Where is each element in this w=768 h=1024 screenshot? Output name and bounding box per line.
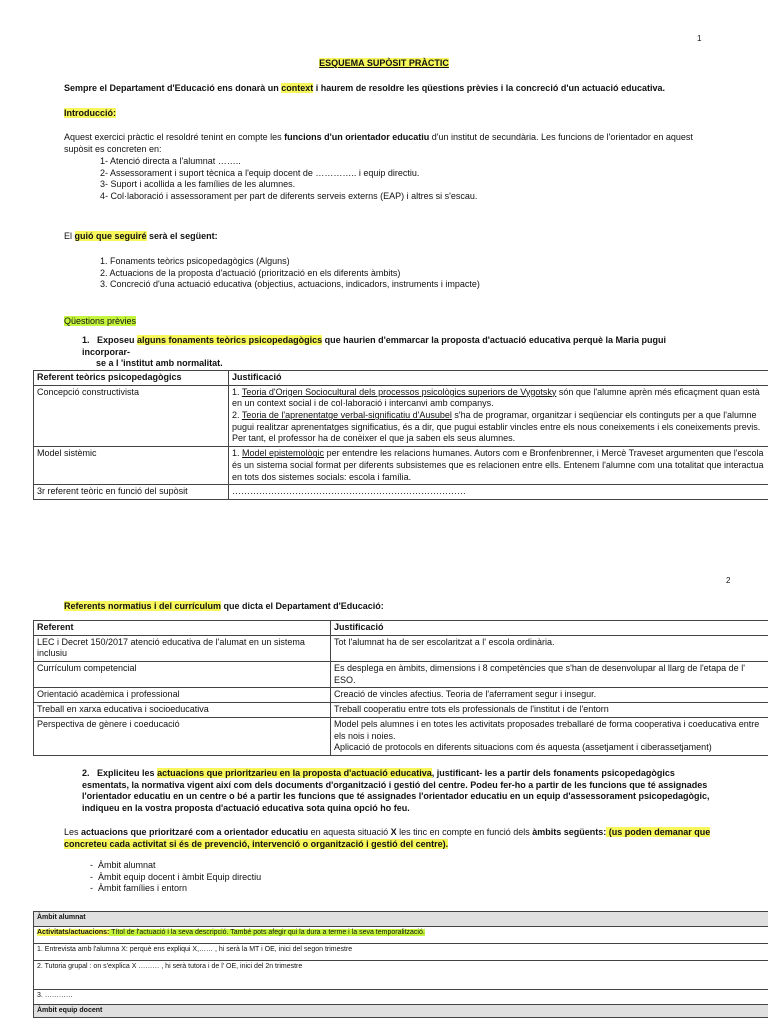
ausubel-link: Teoria de l'aprenentatge verbal-significatiu d'Ausubel — [241, 410, 452, 421]
section-introduction — [64, 108, 714, 120]
ambit-item: - Àmbit equip docent i àmbit Equip directiu — [98, 872, 698, 884]
guio-item: 3. Concreció d'una actuació educativa (objectius, actuacions, indicadors, instruments i impacte) — [100, 279, 480, 290]
normative-header-justification: Justificació — [331, 621, 768, 636]
normative-justification: Tot l'alumnat ha de ser escolaritzat a l' escola ordinària. — [331, 635, 768, 661]
r1-l1-b: són que l'alumne aprèn més eficaçment quan està en un context social i de col·laboració i intercanvi amb companys. — [232, 386, 760, 409]
normative-heading — [64, 601, 714, 613]
intro-b: i haurem de resoldre les qüestions prèvies i la concreció d'un actuació educativa. — [313, 83, 665, 93]
section-introduction-label: Introducció: — [64, 108, 116, 118]
questions-heading — [64, 316, 714, 328]
table-row — [34, 717, 768, 755]
ambit-item: - Àmbit alumnat — [98, 860, 698, 872]
vygotsky-link: Teoria d'Origen Sociocultural dels processos psicològics superiors de Vygotsky — [241, 386, 557, 397]
guio-highlight: guió que seguiré — [74, 231, 147, 241]
theory-referent: 3r referent teòric en funció del supòsit — [34, 485, 229, 500]
table-row — [34, 703, 768, 718]
table-row: 3. ………… — [34, 990, 768, 1005]
normative-header-referent: Referent — [34, 621, 331, 636]
q2-number: 2. — [82, 768, 90, 778]
normative-b: que dicta el Departament d'Educació: — [221, 601, 384, 611]
r1-l2-a: 2. — [232, 410, 242, 421]
table-row — [34, 662, 768, 688]
theory-table-header-referent: Referent teòrics psicopedagògics — [34, 371, 229, 386]
questions-title: Qüestions prèvies — [64, 316, 137, 326]
theory-justification — [229, 385, 768, 446]
functions-list — [82, 156, 720, 203]
q1-highlight: alguns fonaments teòrics psicopedagògics — [137, 335, 323, 345]
coeducation-text: Model pels alumnes i en totes les activitats proposades treballaré de forma cooperativa i coeducativa entre els nois i noies. — [334, 718, 760, 741]
q2-b: , justificant- les a partir dels fonaments psicopedagògics esmentats, la normativa vigent així com dels documents d'organització i gestió del centre. Podeu fer-ho a partir de les funcions que té assignades l'orientador educatiu en un centre o bé a partir les funcions que té assignades l'orientador educatiu en un equip d'assessorament psicopedagògic, indiqueu en la vostra proposta d'actuació educativa sota quina opció ho feu. — [82, 768, 710, 814]
protocols-text: Aplicació de protocols en diferents situacions com és aquesta (assetjament i ciberassetjament) — [334, 742, 712, 753]
table-row — [34, 385, 768, 446]
ambit-item: - Àmbit famílies i entorn — [98, 883, 698, 895]
function-item: 1- Atenció directa a l'alumnat …….. — [100, 156, 241, 166]
function-item: 3- Suport i acollida a les famílies de les alumnes. — [100, 179, 296, 190]
normative-highlight: Referents normatius i del currículum — [64, 601, 222, 611]
document-title-text: ESQUEMA SUPÒSIT PRÀCTIC — [319, 58, 449, 68]
function-item: 2- Assessorament i suport tècnica a l'equip docent de ………….. i equip directiu. — [100, 167, 420, 178]
page-number-1: 1 — [697, 34, 702, 43]
document-title — [0, 58, 768, 70]
r1-l1-a: 1. — [232, 386, 242, 397]
ambit-alumnat-header: Àmbit alumnat — [34, 912, 768, 927]
model-epistemologic: Model epistemològic — [242, 448, 325, 459]
para-bold: funcions d'un orientador educatiu — [284, 132, 430, 142]
normative-referent: LEC i Decret 150/2017 atenció educativa de l'alumat en un sistema inclusiu — [34, 635, 331, 661]
activities-row — [34, 927, 768, 944]
theory-referent: Model sistèmic — [34, 447, 229, 485]
act-a: Les — [64, 827, 82, 837]
theory-table-header-justification: Justificació — [229, 371, 768, 386]
theory-table — [33, 370, 768, 500]
guio-a: El — [64, 231, 75, 241]
act-c: les tinc en compte en funció dels — [396, 827, 533, 837]
r1-l2-b: s'ha de programar, organitzar i seqüenciar els continguts per a que l'alumne pugui realitzar aprenentatges significatius, és a dir, que pugui establir vincles entre els nous coneixements i els coneixements previs. Per tant, el professor ha de conèixer el que ja saben els seus alumnes. — [232, 410, 761, 444]
intro-context: context — [281, 83, 314, 93]
theory-justification: …………………………………………………………………… — [229, 485, 768, 500]
normative-justification: Es desplega en àmbits, dimensions i 8 competències que s'han de desenvolupar al llarg de l'etapa de l' ESO. — [331, 662, 768, 688]
normative-justification: Creació de vincles afectius. Teoria de l'aferrament segur i insegur. — [331, 688, 768, 703]
ambit-table — [33, 911, 768, 1018]
guio-item: 2. Actuacions de la proposta d'actuació (priorització en els diferents àmbits) — [100, 267, 401, 278]
intro-paragraph — [64, 132, 714, 155]
para-a: Aquest exercici pràctic el resoldré tenint en compte les — [64, 132, 285, 142]
ambits-list — [82, 860, 698, 895]
table-row: 2. Tutoria grupal : on s'explica X ……… , hi serà tutora i de l' OE, inici del 2n trimestre — [34, 961, 768, 990]
q2-a: Expliciteu les — [97, 768, 158, 778]
table-row — [34, 447, 768, 485]
r2-b: per entendre les relacions humanes. Autors com e Bronfenbrenner, i Mercè Traveset argumenten que l'escola és un sistema social format per diferents subsistemes que es relacionen entre ells. Entenem l'alumne com una totalitat que interactua en tots dos sistemes socials: escola i família. — [232, 448, 764, 482]
table-row: 1. Entrevista amb l'alumna X: perquè ens expliqui X,…… , hi serà la MT i OE, inici del segon trimestre — [34, 944, 768, 961]
table-row — [34, 485, 768, 500]
page-number-2: 2 — [726, 576, 731, 585]
q1-c: se a l 'institut amb normalitat. — [96, 358, 223, 369]
ambit-equip-header: Àmbit equip docent — [34, 1005, 768, 1018]
normative-referent: Orientació acadèmica i professional — [34, 688, 331, 703]
r2-a: 1. — [232, 448, 243, 459]
question-1 — [82, 335, 702, 370]
act-highlight: (us poden demanar que concreteu cada activitat si és de prevenció, intervenció o organització i gestió del centre). — [64, 827, 711, 849]
q1-b: que haurien d'emmarcar la proposta d'actuació educativa perquè la Maria pugui incorporar- — [82, 335, 666, 357]
normative-referent: Treball en xarxa educativa i socioeducativa — [34, 703, 331, 718]
intro-a: Sempre el Departament d'Educació ens donarà un — [64, 83, 282, 93]
act-x: X — [390, 827, 397, 837]
act-bold: actuacions que prioritzaré com a orientador educatiu — [81, 827, 309, 837]
q2-highlight: actuacions que prioritzarieu en la proposta d'actuació educativa — [157, 768, 432, 778]
activities-text: Títol de l'actuació i la seva descripció. També pots afegir qui la dura a terme i la seva temporalització. — [109, 929, 425, 936]
guio-b: serà el següent: — [146, 231, 218, 241]
theory-referent: Concepció constructivista — [34, 385, 229, 446]
guio-heading — [64, 231, 714, 243]
normative-justification: Treball cooperatiu entre tots els professionals de l'institut i de l'entorn — [331, 703, 768, 718]
normative-justification — [331, 717, 768, 755]
question-2 — [82, 768, 712, 815]
act-bold2: àmbits següents: — [532, 827, 607, 837]
normative-referent: Currículum competencial — [34, 662, 331, 688]
normative-table — [33, 620, 768, 756]
intro-sentence — [64, 83, 714, 95]
para-b: d'un institut de secundària. Les funcions de l'orientador en aquest supòsit es concreten en: — [64, 132, 693, 154]
normative-referent: Perspectiva de gènere i coeducació — [34, 717, 331, 755]
guio-item: 1. Fonaments teòrics psicopedagògics (Alguns) — [100, 256, 290, 266]
act-b: en aquesta situació — [308, 827, 391, 837]
function-item: 4- Col·laboració i assessorament per part de diferents serveis externs (EAP) i altres si s'escau. — [100, 191, 478, 202]
table-row — [34, 688, 768, 703]
guio-list — [82, 256, 720, 291]
activities-label: Activitats/actuacions: — [37, 929, 110, 936]
actions-paragraph — [64, 827, 714, 850]
q1-a: Exposeu — [97, 335, 138, 345]
table-row — [34, 635, 768, 661]
theory-justification — [229, 447, 768, 485]
q1-number: 1. — [82, 335, 90, 345]
